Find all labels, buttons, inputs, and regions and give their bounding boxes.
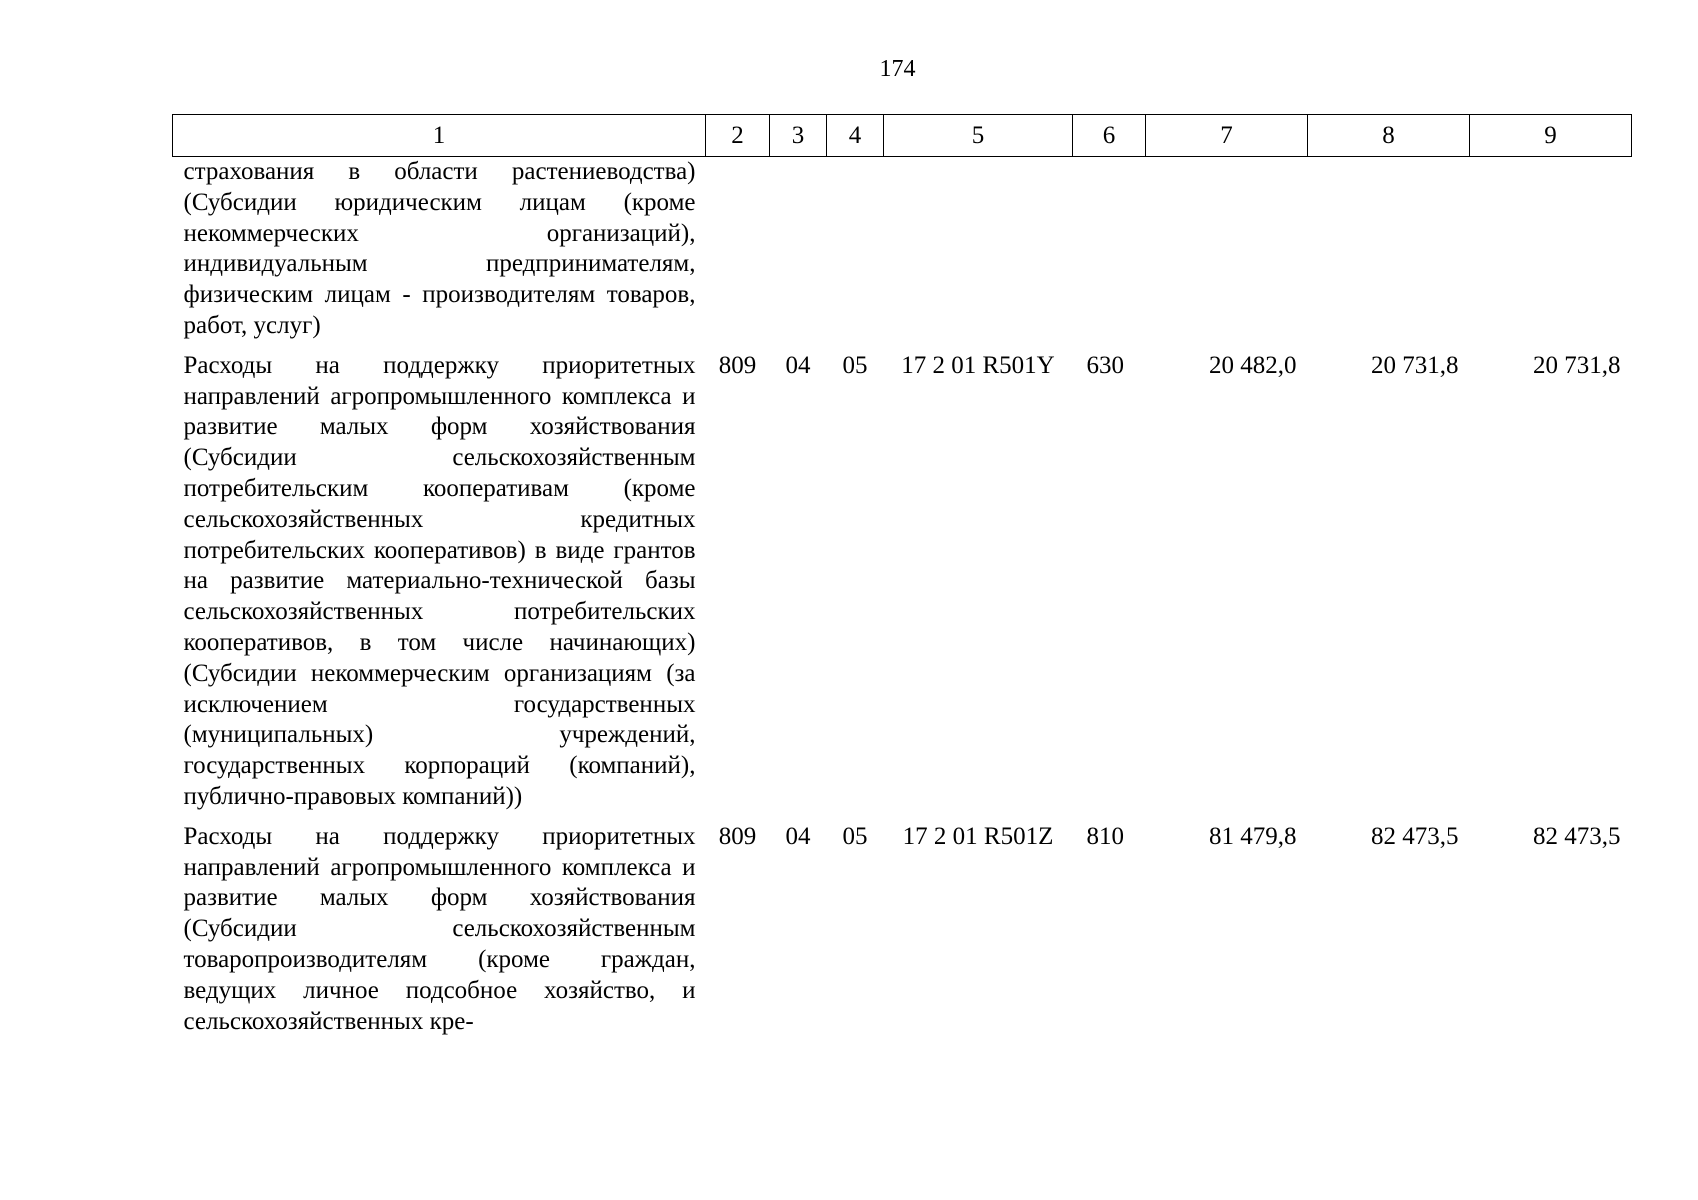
table-row (173, 813, 1632, 1038)
empty-cell (1308, 157, 1470, 342)
subsection-code: 05 (842, 822, 868, 850)
target-article-code: 17 2 01 R501Z (902, 822, 1054, 850)
subsection-code: 05 (842, 351, 868, 379)
header-col-5: 5 (884, 115, 1073, 157)
expense-type-code: 810 (1086, 822, 1124, 850)
empty-cell (770, 157, 827, 342)
header-col-3: 3 (770, 115, 827, 157)
expense-type-code: 630 (1086, 351, 1124, 379)
empty-cell (1073, 157, 1146, 342)
amount-col-7: 81 479,8 (1209, 822, 1297, 850)
continuation-description (173, 157, 706, 342)
header-col-4: 4 (827, 115, 884, 157)
empty-cell (1470, 157, 1632, 342)
header-col-7: 7 (1146, 115, 1308, 157)
amount-col-9: 82 473,5 (1533, 822, 1621, 850)
ministry-code: 809 (718, 822, 757, 850)
amount-col-9: 20 731,8 (1533, 351, 1621, 379)
empty-cell (827, 157, 884, 342)
empty-cell (884, 157, 1073, 342)
amount-col-8: 82 473,5 (1371, 822, 1459, 850)
header-col-1: 1 (173, 115, 706, 157)
section-code: 04 (785, 822, 811, 850)
table-row-continuation (173, 157, 1632, 342)
empty-cell (706, 157, 770, 342)
header-col-2: 2 (706, 115, 770, 157)
header-row (173, 115, 1632, 157)
budget-table (172, 114, 1632, 1037)
row-description-text: Расходы на поддержку приоритетных направлений агропромышленного комплекса и развитие малых форм хозяйствования (Субсидии сельскохозяйственным товаропроизводителям (кроме граждан, ведущих личное подсобное хозяйство, и сельскохозяйственных кре- (183, 822, 696, 1035)
table-body (173, 157, 1632, 1038)
ministry-code: 809 (718, 351, 757, 379)
page-number: 174 (879, 56, 916, 82)
table-row (173, 342, 1632, 813)
header-col-6: 6 (1073, 115, 1146, 157)
header-col-9: 9 (1470, 115, 1632, 157)
table-header (173, 115, 1632, 157)
amount-col-8: 20 731,8 (1371, 351, 1459, 379)
row-description (173, 813, 706, 1038)
section-code: 04 (785, 351, 811, 379)
continuation-text: страхования в области растениеводства) (Субсидии юридическим лицам (кроме некоммерческих организаций), индивидуальным предпринимателям, физическим лицам - производителям товаров, работ, услуг) (183, 158, 696, 339)
empty-cell (1146, 157, 1308, 342)
amount-col-7: 20 482,0 (1209, 351, 1297, 379)
row-description (173, 342, 706, 813)
header-col-8: 8 (1308, 115, 1470, 157)
row-description-text: Расходы на поддержку приоритетных направлений агропромышленного комплекса и развитие малых форм хозяйствования (Субсидии сельскохозяйственным потребительским кооперативам (кроме сельскохозяйственных кредитных потребительских кооперативов) в виде грантов на развитие материально-технической базы сельскохозяйственных потребительских кооперативов, в том числе начинающих) (Субсидии некоммерческим организациям (за исключением государственных (муниципальных) учреждений, государственных корпораций (компаний), публично-правовых компаний)) (183, 351, 696, 810)
budget-table-container (172, 114, 1631, 1037)
target-article-code: 17 2 01 R501Y (901, 351, 1055, 379)
